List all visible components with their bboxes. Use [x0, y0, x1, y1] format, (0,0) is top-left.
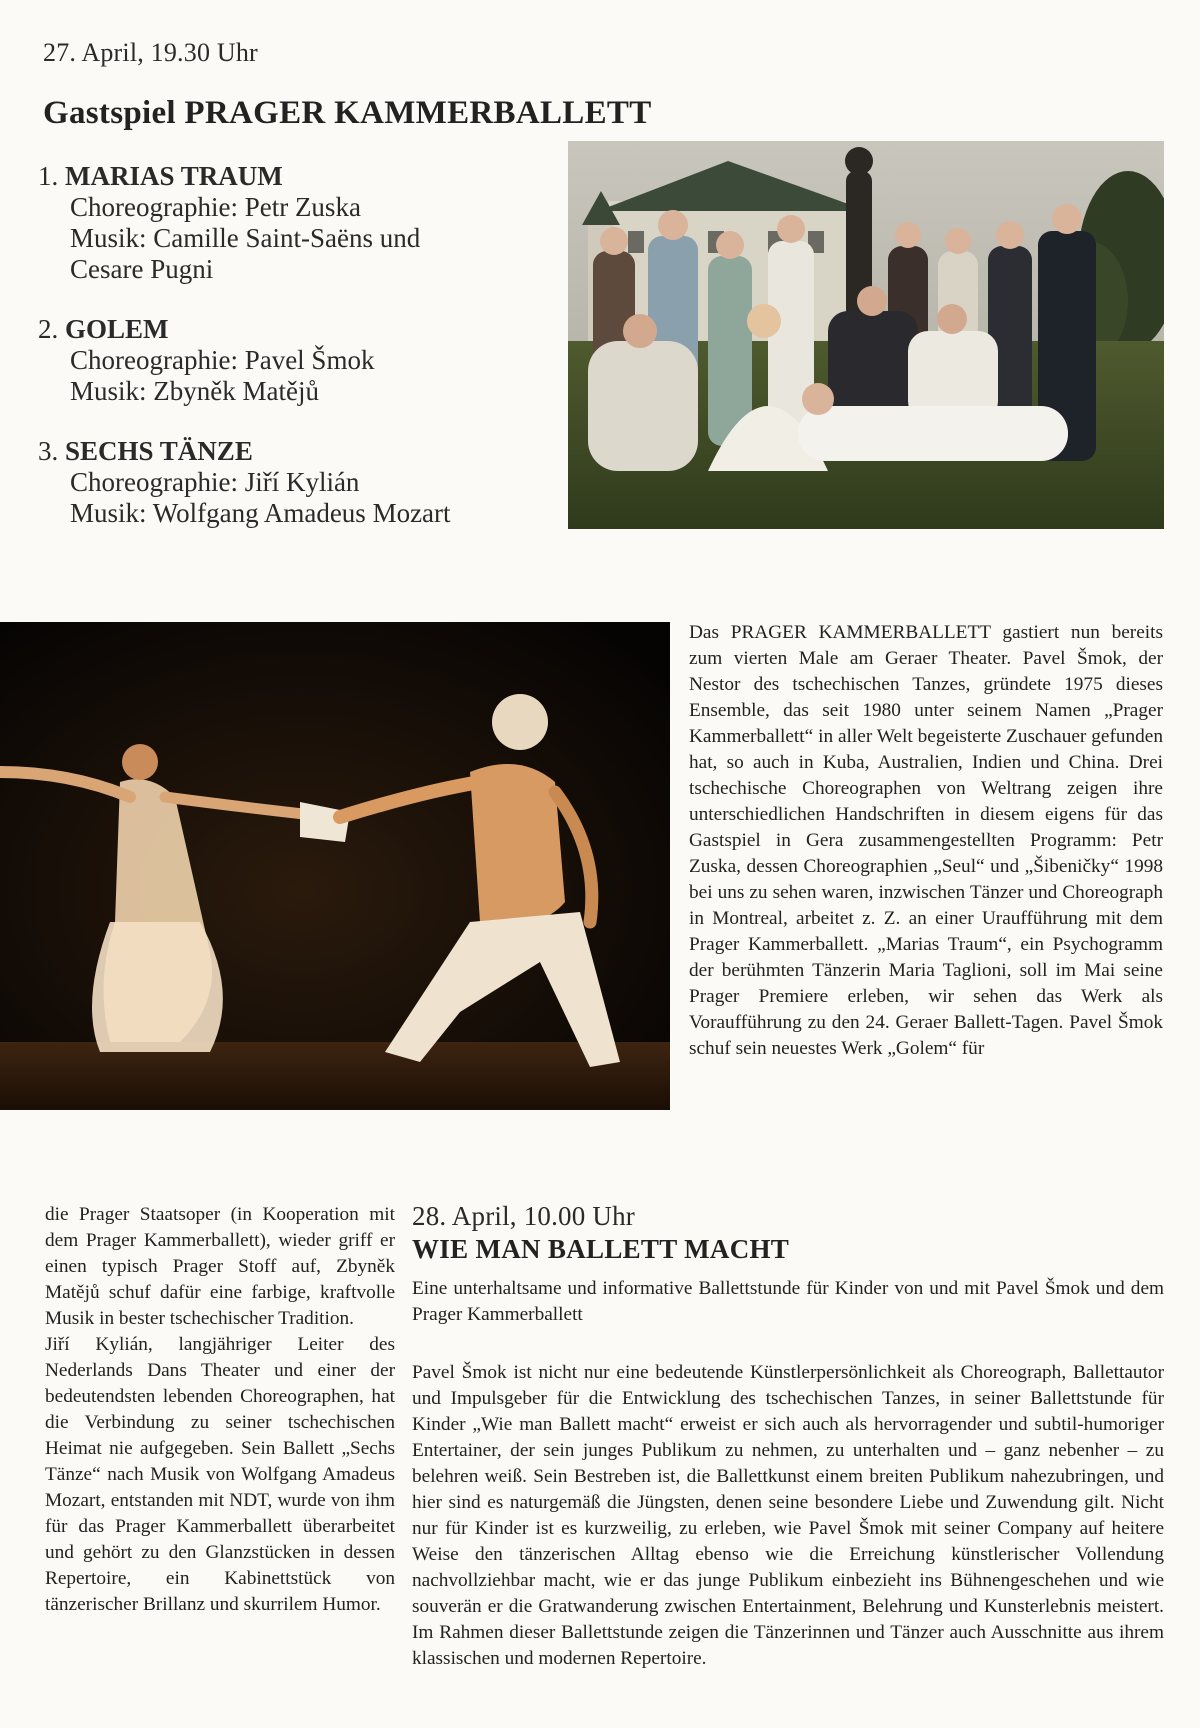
program-name: SECHS TÄNZE: [65, 436, 253, 466]
program-number: 2.: [38, 314, 59, 344]
event1-description-left: [45, 1202, 395, 1618]
program-line: Choreographie: Pavel Šmok: [70, 345, 375, 375]
event2-date: 28. April, 10.00 Uhr: [412, 1201, 635, 1231]
program-item: [38, 314, 558, 407]
event2-title: WIE MAN BALLETT MACHT: [412, 1234, 790, 1264]
body-paragraph: Pavel Šmok ist nicht nur eine bedeutende Künstlerpersönlichkeit als Choreograph, Ballettautor und Impulsgeber für die Entwicklung des tschechischen Tanzes, in seiner Ballettstunde für Kinder „Wie man Ballett macht“ erweist er sich auch als hervorragender und subtil-humoriger Entertainer, der sein junges Publikum zu nehmen, zu unterhalten und – ganz nebenher – zu belehren weiß. Sein Bestreben ist, die Ballettkunst einem breiten Publikum nahezubringen, und hier sind es naturgemäß die Jüngsten, denen seine besondere Liebe und Zuwendung gilt. Nicht nur für Kinder ist es kurzweilig, zu erleben, wie Pavel Šmok mit seiner Company auf heitere Weise den tänzerischen Alltag ebenso wie die Erreichung künstlerischer Vollendung nachvollziehbar macht, wie er das junge Publikum einbezieht ins Bühnengeschehen und wie souverän er die Gratwanderung zwischen Entertainment, Belehrung und Kunsterlebnis meistert. Im Rahmen dieser Ballettstunde zeigen die Tänzerinnen und Tänzer auch Ausschnitte aus ihrem klassischen und modernen Repertoire.: [412, 1362, 1164, 1669]
program-line: Choreographie: Petr Zuska: [70, 192, 361, 222]
group-photo-image: [568, 141, 1164, 529]
event2-subtitle: [412, 1276, 1164, 1328]
program-line: Musik: Camille Saint-Saëns und: [70, 223, 421, 253]
program-number: 3.: [38, 436, 59, 466]
program-line: Choreographie: Jiří Kylián: [70, 467, 360, 497]
event2-body: [412, 1360, 1164, 1672]
event1-title: Gastspiel PRAGER KAMMERBALLETT: [43, 95, 652, 131]
program-line: Musik: Zbyněk Matějů: [70, 376, 319, 406]
description-paragraph: die Prager Staatsoper (in Kooperation mit dem Prager Kammerballett), wieder griff er einen typisch Prager Stoff auf, Zbyněk Matějů schuf dafür eine farbige, kraftvolle Musik in bester tschechischer Tradition.: [45, 1204, 395, 1329]
dance-photo-image: [0, 622, 670, 1110]
program-name: GOLEM: [65, 314, 169, 344]
group-photo: [568, 141, 1164, 529]
program-number: 1.: [38, 161, 59, 191]
description-paragraph: Das PRAGER KAMMERBALLETT gastiert nun bereits zum vierten Male am Geraer Theater. Pavel Šmok, der Nestor des tschechischen Tanzes, gründete 1975 dieses Ensemble, das seit 1980 unter seinem Namen „Prager Kammerballett“ in aller Welt begeisterte Zuschauer gefunden hat, so auch in Kuba, Australien, Indien und China. Drei tschechische Choreographen von Weltrang zeigen ihre unterschiedlichen Handschriften in diesem eigens für das Gastspiel in Gera zusammengestellten Programm: Petr Zuska, dessen Choreographien „Seul“ und „Šibeničky“ 1998 bei uns zu sehen waren, inzwischen Tänzer und Choreograph in Montreal, arbeitet z. Z. an einer Uraufführung mit dem Prager Kammerballett. „Marias Traum“, ein Psychogramm der berühmten Tänzerin Maria Taglioni, soll im Mai seine Prager Premiere erleben, wir sehen das Werk als Voraufführung zu den 24. Geraer Ballett-Tagen. Pavel Šmok schuf sein neuestes Werk „Golem“ für: [689, 622, 1163, 1059]
event1-description-right: [689, 620, 1163, 1062]
dance-photo: [0, 622, 670, 1110]
event1-date: 27. April, 19.30 Uhr: [43, 38, 258, 67]
program-line: Musik: Wolfgang Amadeus Mozart: [70, 498, 451, 528]
description-paragraph: Jiří Kylián, langjähriger Leiter des Nederlands Dans Theater und einer der bedeutendsten lebenden Choreographen, hat die Verbindung zu seiner tschechischen Heimat nie aufgegeben. Sein Ballett „Sechs Tänze“ nach Musik von Wolfgang Amadeus Mozart, entstanden mit NDT, wurde von ihm für das Prager Kammerballett überarbeitet und gehört zu den Glanzstücken in dessen Repertoire, ein Kabinettstück von tänzerischer Brillanz und skurrilem Humor.: [45, 1334, 395, 1615]
program-item: [38, 436, 558, 529]
program-name: MARIAS TRAUM: [65, 161, 283, 191]
program-line: Cesare Pugni: [70, 254, 214, 284]
program-item: [38, 161, 558, 285]
program-list: [38, 161, 558, 529]
subtitle-paragraph: Eine unterhaltsame und informative Ballettstunde für Kinder von und mit Pavel Šmok und dem Prager Kammerballett: [412, 1278, 1164, 1325]
